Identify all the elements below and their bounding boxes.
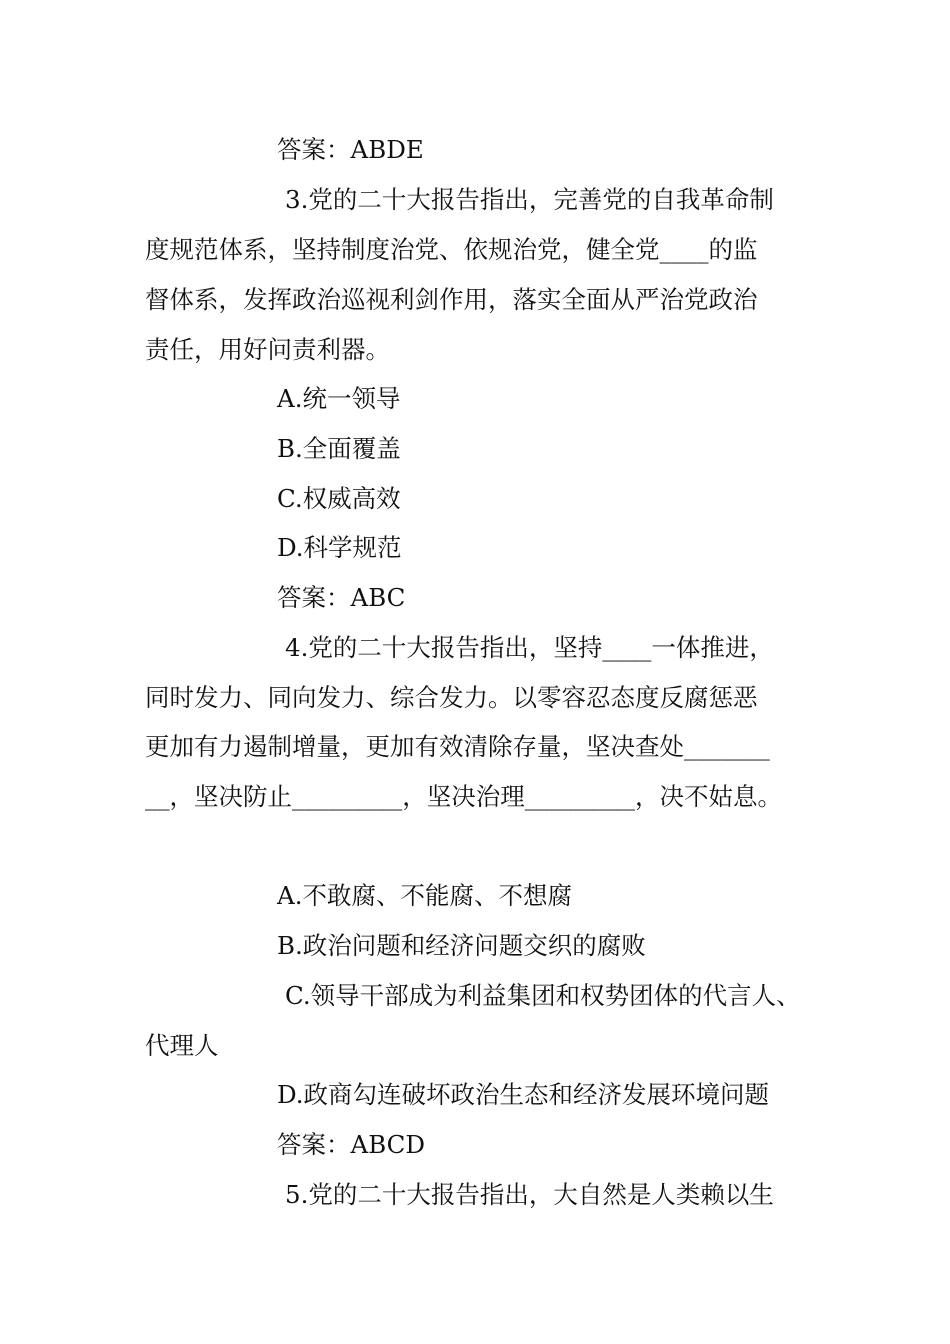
answer-line-q3: 答案：ABC	[277, 583, 406, 612]
answer-line-q4: 答案：ABCD	[277, 1130, 426, 1159]
answer-line-q2: 答案：ABDE	[277, 135, 424, 164]
question-3-line-1: 3.党的二十大报告指出，完善党的自我革命制	[285, 185, 774, 214]
q3-option-c: C.权威高效	[277, 484, 401, 513]
question-3-line-2: 度规范体系，坚持制度治党、依规治党，健全党____的监	[145, 235, 758, 264]
question-5-line-1: 5.党的二十大报告指出，大自然是人类赖以生	[285, 1180, 774, 1209]
question-4-line-2: 同时发力、同向发力、综合发力。以零容忍态度反腐惩恶	[145, 683, 758, 712]
question-4-line-1: 4.党的二十大报告指出，坚持____一体推进，	[285, 633, 774, 662]
question-4-line-4: __，坚决防止_________，坚决治理_________，决不姑息。	[145, 782, 782, 811]
question-3-line-3: 督体系，发挥政治巡视利剑作用，落实全面从严治党政治	[145, 285, 758, 314]
q4-option-c-line-2: 代理人	[145, 1031, 219, 1060]
q3-option-b: B.全面覆盖	[277, 434, 401, 463]
q4-option-d: D.政商勾连破坏政治生态和经济发展环境问题	[277, 1080, 770, 1109]
question-4-line-3: 更加有力遏制增量，更加有效清除存量，坚决查处_______	[145, 732, 770, 761]
q3-option-d: D.科学规范	[277, 533, 402, 562]
q4-option-a: A.不敢腐、不能腐、不想腐	[277, 881, 572, 910]
q4-option-c-line-1: C.领导干部成为利益集团和权势团体的代言人、	[285, 981, 801, 1010]
q4-option-b: B.政治问题和经济问题交织的腐败	[277, 931, 646, 960]
question-3-line-4: 责任，用好问责利器。	[145, 335, 390, 364]
q3-option-a: A.统一领导	[277, 384, 401, 413]
